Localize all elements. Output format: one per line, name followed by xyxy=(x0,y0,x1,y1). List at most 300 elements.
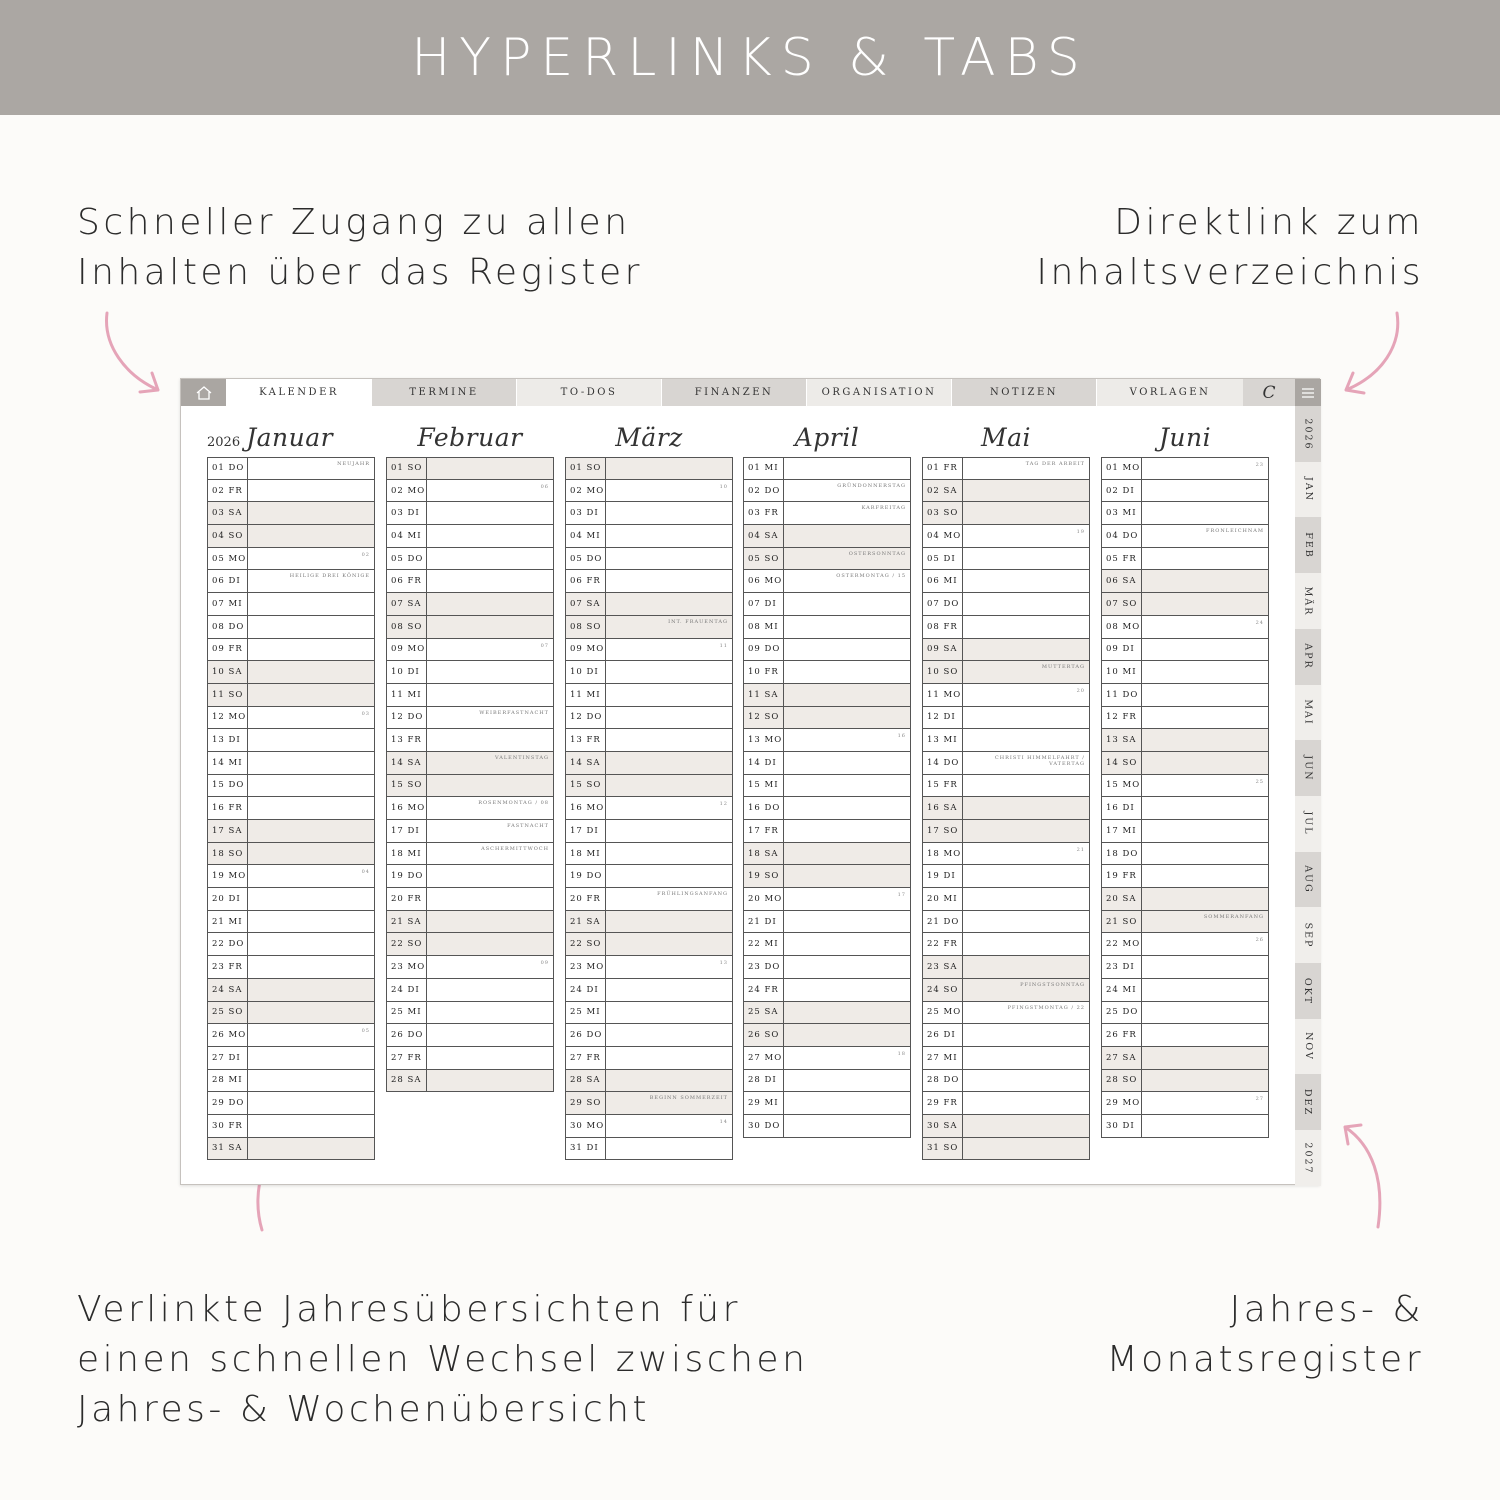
day-entry[interactable] xyxy=(248,525,374,547)
day-entry[interactable] xyxy=(427,707,553,729)
day-entry[interactable] xyxy=(1142,820,1268,842)
day-entry[interactable] xyxy=(784,1002,910,1024)
day-entry[interactable] xyxy=(1142,956,1268,978)
day-entry[interactable] xyxy=(606,752,732,774)
day-row[interactable] xyxy=(565,570,733,593)
day-entry[interactable] xyxy=(606,1138,732,1160)
day-entry[interactable] xyxy=(784,956,910,978)
day-row[interactable] xyxy=(743,548,911,571)
day-row[interactable] xyxy=(1101,911,1269,934)
day-row[interactable] xyxy=(565,457,733,480)
day-row[interactable] xyxy=(743,1115,911,1138)
side-tab-apr[interactable] xyxy=(1295,629,1321,685)
day-row[interactable] xyxy=(207,752,375,775)
day-entry[interactable] xyxy=(248,502,374,524)
day-row[interactable] xyxy=(386,1070,554,1093)
day-row[interactable] xyxy=(922,775,1090,798)
day-row[interactable] xyxy=(565,1070,733,1093)
day-entry[interactable] xyxy=(963,480,1089,502)
day-row[interactable] xyxy=(743,1070,911,1093)
side-tab-mär[interactable] xyxy=(1295,573,1321,629)
day-row[interactable] xyxy=(207,820,375,843)
day-entry[interactable] xyxy=(784,616,910,638)
day-row[interactable] xyxy=(207,457,375,480)
day-entry[interactable] xyxy=(606,956,732,978)
day-row[interactable] xyxy=(386,888,554,911)
tab-to-dos[interactable]: TO-DOS xyxy=(516,379,661,406)
day-row[interactable] xyxy=(743,684,911,707)
day-entry[interactable] xyxy=(963,548,1089,570)
day-entry[interactable] xyxy=(784,911,910,933)
day-row[interactable] xyxy=(922,1092,1090,1115)
day-entry[interactable] xyxy=(248,1138,374,1160)
day-row[interactable] xyxy=(743,1002,911,1025)
day-entry[interactable] xyxy=(784,797,910,819)
day-row[interactable] xyxy=(386,684,554,707)
day-entry[interactable] xyxy=(248,1092,374,1114)
day-entry[interactable] xyxy=(427,1047,553,1069)
day-entry[interactable] xyxy=(963,1047,1089,1069)
day-row[interactable] xyxy=(1101,956,1269,979)
day-row[interactable] xyxy=(922,843,1090,866)
tab-kalender[interactable]: KALENDER xyxy=(226,379,371,406)
day-row[interactable] xyxy=(565,1002,733,1025)
day-entry[interactable] xyxy=(427,502,553,524)
day-entry[interactable] xyxy=(606,797,732,819)
day-row[interactable] xyxy=(743,570,911,593)
day-entry[interactable] xyxy=(784,639,910,661)
day-entry[interactable] xyxy=(1142,1047,1268,1069)
day-row[interactable] xyxy=(207,684,375,707)
day-row[interactable] xyxy=(207,1092,375,1115)
day-entry[interactable] xyxy=(784,775,910,797)
day-row[interactable] xyxy=(743,843,911,866)
day-row[interactable] xyxy=(922,480,1090,503)
day-row[interactable] xyxy=(386,933,554,956)
menu-button[interactable] xyxy=(1295,379,1321,406)
day-entry[interactable] xyxy=(606,1070,732,1092)
day-entry[interactable] xyxy=(1142,979,1268,1001)
day-entry[interactable] xyxy=(784,933,910,955)
day-entry[interactable] xyxy=(248,661,374,683)
day-row[interactable] xyxy=(743,480,911,503)
day-row[interactable] xyxy=(565,865,733,888)
day-row[interactable] xyxy=(386,797,554,820)
day-entry[interactable] xyxy=(784,661,910,683)
day-entry[interactable] xyxy=(248,1070,374,1092)
tab-vorlagen[interactable]: VORLAGEN xyxy=(1096,379,1243,406)
day-entry[interactable] xyxy=(963,1024,1089,1046)
day-entry[interactable] xyxy=(963,639,1089,661)
day-entry[interactable] xyxy=(963,729,1089,751)
day-row[interactable] xyxy=(743,593,911,616)
day-row[interactable] xyxy=(207,956,375,979)
day-entry[interactable] xyxy=(427,843,553,865)
day-entry[interactable] xyxy=(784,502,910,524)
day-entry[interactable] xyxy=(963,775,1089,797)
day-row[interactable] xyxy=(207,797,375,820)
day-entry[interactable] xyxy=(248,933,374,955)
day-entry[interactable] xyxy=(784,707,910,729)
day-entry[interactable] xyxy=(248,1115,374,1137)
day-row[interactable] xyxy=(207,888,375,911)
day-row[interactable] xyxy=(922,956,1090,979)
day-row[interactable] xyxy=(743,457,911,480)
day-row[interactable] xyxy=(565,1047,733,1070)
day-row[interactable] xyxy=(386,616,554,639)
day-entry[interactable] xyxy=(963,865,1089,887)
day-entry[interactable] xyxy=(248,843,374,865)
day-row[interactable] xyxy=(743,865,911,888)
day-row[interactable] xyxy=(743,933,911,956)
day-entry[interactable] xyxy=(1142,570,1268,592)
day-row[interactable] xyxy=(565,593,733,616)
day-row[interactable] xyxy=(1101,888,1269,911)
day-entry[interactable] xyxy=(1142,888,1268,910)
day-row[interactable] xyxy=(565,1138,733,1161)
day-row[interactable] xyxy=(1101,752,1269,775)
day-row[interactable] xyxy=(565,843,733,866)
day-entry[interactable] xyxy=(963,1002,1089,1024)
day-row[interactable] xyxy=(922,752,1090,775)
day-row[interactable] xyxy=(386,956,554,979)
day-entry[interactable] xyxy=(248,865,374,887)
side-tab-aug[interactable] xyxy=(1295,852,1321,908)
day-entry[interactable] xyxy=(427,525,553,547)
day-row[interactable] xyxy=(565,502,733,525)
day-entry[interactable] xyxy=(784,729,910,751)
day-entry[interactable] xyxy=(427,979,553,1001)
day-entry[interactable] xyxy=(963,661,1089,683)
day-row[interactable] xyxy=(743,820,911,843)
day-row[interactable] xyxy=(207,729,375,752)
month-header[interactable] xyxy=(565,423,733,459)
day-entry[interactable] xyxy=(784,1070,910,1092)
day-entry[interactable] xyxy=(606,933,732,955)
day-row[interactable] xyxy=(922,548,1090,571)
day-row[interactable] xyxy=(565,661,733,684)
day-row[interactable] xyxy=(922,1115,1090,1138)
day-row[interactable] xyxy=(922,1047,1090,1070)
day-entry[interactable] xyxy=(606,843,732,865)
day-entry[interactable] xyxy=(606,1002,732,1024)
day-entry[interactable] xyxy=(606,775,732,797)
day-row[interactable] xyxy=(386,661,554,684)
day-row[interactable] xyxy=(1101,570,1269,593)
day-row[interactable] xyxy=(922,865,1090,888)
day-row[interactable] xyxy=(207,1047,375,1070)
day-row[interactable] xyxy=(743,1024,911,1047)
day-row[interactable] xyxy=(1101,1115,1269,1138)
side-tab-mai[interactable] xyxy=(1295,685,1321,741)
day-row[interactable] xyxy=(922,729,1090,752)
day-entry[interactable] xyxy=(606,865,732,887)
day-row[interactable] xyxy=(207,593,375,616)
day-entry[interactable] xyxy=(1142,752,1268,774)
day-entry[interactable] xyxy=(963,502,1089,524)
day-entry[interactable] xyxy=(427,775,553,797)
day-entry[interactable] xyxy=(248,480,374,502)
day-entry[interactable] xyxy=(1142,707,1268,729)
day-entry[interactable] xyxy=(427,1070,553,1092)
day-row[interactable] xyxy=(386,729,554,752)
day-row[interactable] xyxy=(922,1070,1090,1093)
day-entry[interactable] xyxy=(963,458,1089,479)
day-row[interactable] xyxy=(565,911,733,934)
day-entry[interactable] xyxy=(784,458,910,479)
side-tab-jul[interactable] xyxy=(1295,796,1321,852)
day-entry[interactable] xyxy=(1142,1024,1268,1046)
day-entry[interactable] xyxy=(784,593,910,615)
day-entry[interactable] xyxy=(1142,548,1268,570)
day-row[interactable] xyxy=(386,707,554,730)
day-entry[interactable] xyxy=(248,797,374,819)
day-entry[interactable] xyxy=(1142,616,1268,638)
day-entry[interactable] xyxy=(963,1092,1089,1114)
day-row[interactable] xyxy=(743,1092,911,1115)
day-row[interactable] xyxy=(743,525,911,548)
day-entry[interactable] xyxy=(427,933,553,955)
day-entry[interactable] xyxy=(248,729,374,751)
day-entry[interactable] xyxy=(248,1002,374,1024)
day-entry[interactable] xyxy=(606,684,732,706)
day-entry[interactable] xyxy=(248,707,374,729)
day-entry[interactable] xyxy=(1142,911,1268,933)
day-entry[interactable] xyxy=(427,458,553,479)
day-row[interactable] xyxy=(743,502,911,525)
day-entry[interactable] xyxy=(1142,661,1268,683)
day-row[interactable] xyxy=(922,661,1090,684)
day-row[interactable] xyxy=(922,707,1090,730)
day-entry[interactable] xyxy=(248,1024,374,1046)
day-row[interactable] xyxy=(565,888,733,911)
day-row[interactable] xyxy=(565,480,733,503)
day-entry[interactable] xyxy=(784,548,910,570)
day-row[interactable] xyxy=(207,1115,375,1138)
day-row[interactable] xyxy=(1101,502,1269,525)
day-entry[interactable] xyxy=(1142,480,1268,502)
day-entry[interactable] xyxy=(784,888,910,910)
day-row[interactable] xyxy=(922,1002,1090,1025)
day-entry[interactable] xyxy=(606,979,732,1001)
day-entry[interactable] xyxy=(606,639,732,661)
day-entry[interactable] xyxy=(963,1138,1089,1160)
home-button[interactable] xyxy=(181,379,226,406)
day-row[interactable] xyxy=(386,639,554,662)
day-row[interactable] xyxy=(386,1002,554,1025)
day-entry[interactable] xyxy=(427,1024,553,1046)
day-entry[interactable] xyxy=(784,1115,910,1137)
day-entry[interactable] xyxy=(606,911,732,933)
day-row[interactable] xyxy=(565,707,733,730)
day-entry[interactable] xyxy=(963,752,1089,774)
day-entry[interactable] xyxy=(427,865,553,887)
day-entry[interactable] xyxy=(784,684,910,706)
day-row[interactable] xyxy=(565,1024,733,1047)
day-row[interactable] xyxy=(1101,1024,1269,1047)
day-row[interactable] xyxy=(386,570,554,593)
day-entry[interactable] xyxy=(606,548,732,570)
day-entry[interactable] xyxy=(963,820,1089,842)
tab-notizen[interactable]: NOTIZEN xyxy=(951,379,1096,406)
day-row[interactable] xyxy=(1101,593,1269,616)
day-row[interactable] xyxy=(565,820,733,843)
month-header[interactable] xyxy=(207,423,375,459)
day-entry[interactable] xyxy=(784,865,910,887)
day-row[interactable] xyxy=(1101,933,1269,956)
day-row[interactable] xyxy=(207,616,375,639)
side-tab-jun[interactable] xyxy=(1295,740,1321,796)
day-entry[interactable] xyxy=(963,979,1089,1001)
day-entry[interactable] xyxy=(248,639,374,661)
day-row[interactable] xyxy=(743,661,911,684)
side-tab-feb[interactable] xyxy=(1295,517,1321,573)
side-tab-sep[interactable] xyxy=(1295,907,1321,963)
day-row[interactable] xyxy=(1101,865,1269,888)
day-entry[interactable] xyxy=(784,480,910,502)
day-entry[interactable] xyxy=(248,911,374,933)
day-row[interactable] xyxy=(386,525,554,548)
day-row[interactable] xyxy=(1101,1002,1269,1025)
day-row[interactable] xyxy=(743,911,911,934)
day-row[interactable] xyxy=(922,911,1090,934)
day-entry[interactable] xyxy=(1142,525,1268,547)
day-row[interactable] xyxy=(1101,729,1269,752)
day-row[interactable] xyxy=(743,639,911,662)
day-row[interactable] xyxy=(1101,616,1269,639)
day-row[interactable] xyxy=(386,979,554,1002)
day-entry[interactable] xyxy=(784,1092,910,1114)
day-row[interactable] xyxy=(386,820,554,843)
day-entry[interactable] xyxy=(784,570,910,592)
day-row[interactable] xyxy=(207,775,375,798)
day-row[interactable] xyxy=(743,888,911,911)
month-header[interactable] xyxy=(922,423,1090,459)
day-entry[interactable] xyxy=(963,707,1089,729)
day-row[interactable] xyxy=(922,979,1090,1002)
day-row[interactable] xyxy=(922,888,1090,911)
day-entry[interactable] xyxy=(963,684,1089,706)
day-entry[interactable] xyxy=(606,888,732,910)
day-entry[interactable] xyxy=(427,684,553,706)
day-row[interactable] xyxy=(207,865,375,888)
day-entry[interactable] xyxy=(1142,502,1268,524)
day-entry[interactable] xyxy=(606,1115,732,1137)
day-entry[interactable] xyxy=(963,593,1089,615)
day-row[interactable] xyxy=(207,502,375,525)
day-row[interactable] xyxy=(1101,639,1269,662)
day-entry[interactable] xyxy=(1142,797,1268,819)
day-entry[interactable] xyxy=(1142,593,1268,615)
day-row[interactable] xyxy=(1101,797,1269,820)
day-row[interactable] xyxy=(565,1092,733,1115)
day-entry[interactable] xyxy=(784,752,910,774)
day-row[interactable] xyxy=(1101,1047,1269,1070)
day-entry[interactable] xyxy=(248,956,374,978)
day-entry[interactable] xyxy=(1142,1070,1268,1092)
day-entry[interactable] xyxy=(784,525,910,547)
day-entry[interactable] xyxy=(427,911,553,933)
day-entry[interactable] xyxy=(963,843,1089,865)
day-row[interactable] xyxy=(386,865,554,888)
day-entry[interactable] xyxy=(248,570,374,592)
day-row[interactable] xyxy=(207,525,375,548)
day-row[interactable] xyxy=(207,1002,375,1025)
day-entry[interactable] xyxy=(784,820,910,842)
day-row[interactable] xyxy=(922,639,1090,662)
day-entry[interactable] xyxy=(427,797,553,819)
day-entry[interactable] xyxy=(1142,933,1268,955)
day-entry[interactable] xyxy=(606,820,732,842)
tab-finanzen[interactable]: FINANZEN xyxy=(661,379,806,406)
day-entry[interactable] xyxy=(963,570,1089,592)
day-row[interactable] xyxy=(207,843,375,866)
side-tab-dez[interactable] xyxy=(1295,1074,1321,1130)
tab-organisation[interactable]: ORGANISATION xyxy=(806,379,951,406)
day-row[interactable] xyxy=(207,1070,375,1093)
day-entry[interactable] xyxy=(784,843,910,865)
day-entry[interactable] xyxy=(606,1024,732,1046)
day-entry[interactable] xyxy=(427,661,553,683)
day-row[interactable] xyxy=(207,661,375,684)
day-entry[interactable] xyxy=(248,1047,374,1069)
day-row[interactable] xyxy=(1101,457,1269,480)
day-row[interactable] xyxy=(386,548,554,571)
day-row[interactable] xyxy=(922,684,1090,707)
day-row[interactable] xyxy=(743,775,911,798)
day-row[interactable] xyxy=(386,911,554,934)
day-entry[interactable] xyxy=(606,729,732,751)
day-entry[interactable] xyxy=(606,661,732,683)
day-row[interactable] xyxy=(565,639,733,662)
day-entry[interactable] xyxy=(427,956,553,978)
day-row[interactable] xyxy=(386,593,554,616)
day-entry[interactable] xyxy=(606,707,732,729)
day-row[interactable] xyxy=(922,797,1090,820)
day-entry[interactable] xyxy=(963,888,1089,910)
day-entry[interactable] xyxy=(963,956,1089,978)
day-entry[interactable] xyxy=(963,1115,1089,1137)
day-entry[interactable] xyxy=(427,888,553,910)
day-row[interactable] xyxy=(1101,661,1269,684)
day-row[interactable] xyxy=(386,502,554,525)
day-row[interactable] xyxy=(922,1138,1090,1161)
day-row[interactable] xyxy=(922,457,1090,480)
day-row[interactable] xyxy=(565,616,733,639)
day-row[interactable] xyxy=(565,548,733,571)
day-row[interactable] xyxy=(1101,684,1269,707)
day-entry[interactable] xyxy=(606,525,732,547)
day-row[interactable] xyxy=(922,820,1090,843)
day-row[interactable] xyxy=(565,775,733,798)
day-row[interactable] xyxy=(565,933,733,956)
day-row[interactable] xyxy=(386,1047,554,1070)
day-entry[interactable] xyxy=(427,593,553,615)
day-row[interactable] xyxy=(207,570,375,593)
day-entry[interactable] xyxy=(248,593,374,615)
day-row[interactable] xyxy=(743,979,911,1002)
day-entry[interactable] xyxy=(963,525,1089,547)
day-row[interactable] xyxy=(1101,548,1269,571)
day-row[interactable] xyxy=(207,911,375,934)
day-row[interactable] xyxy=(922,525,1090,548)
day-row[interactable] xyxy=(207,639,375,662)
day-row[interactable] xyxy=(386,775,554,798)
day-entry[interactable] xyxy=(248,820,374,842)
day-row[interactable] xyxy=(386,457,554,480)
day-row[interactable] xyxy=(1101,820,1269,843)
day-entry[interactable] xyxy=(1142,843,1268,865)
